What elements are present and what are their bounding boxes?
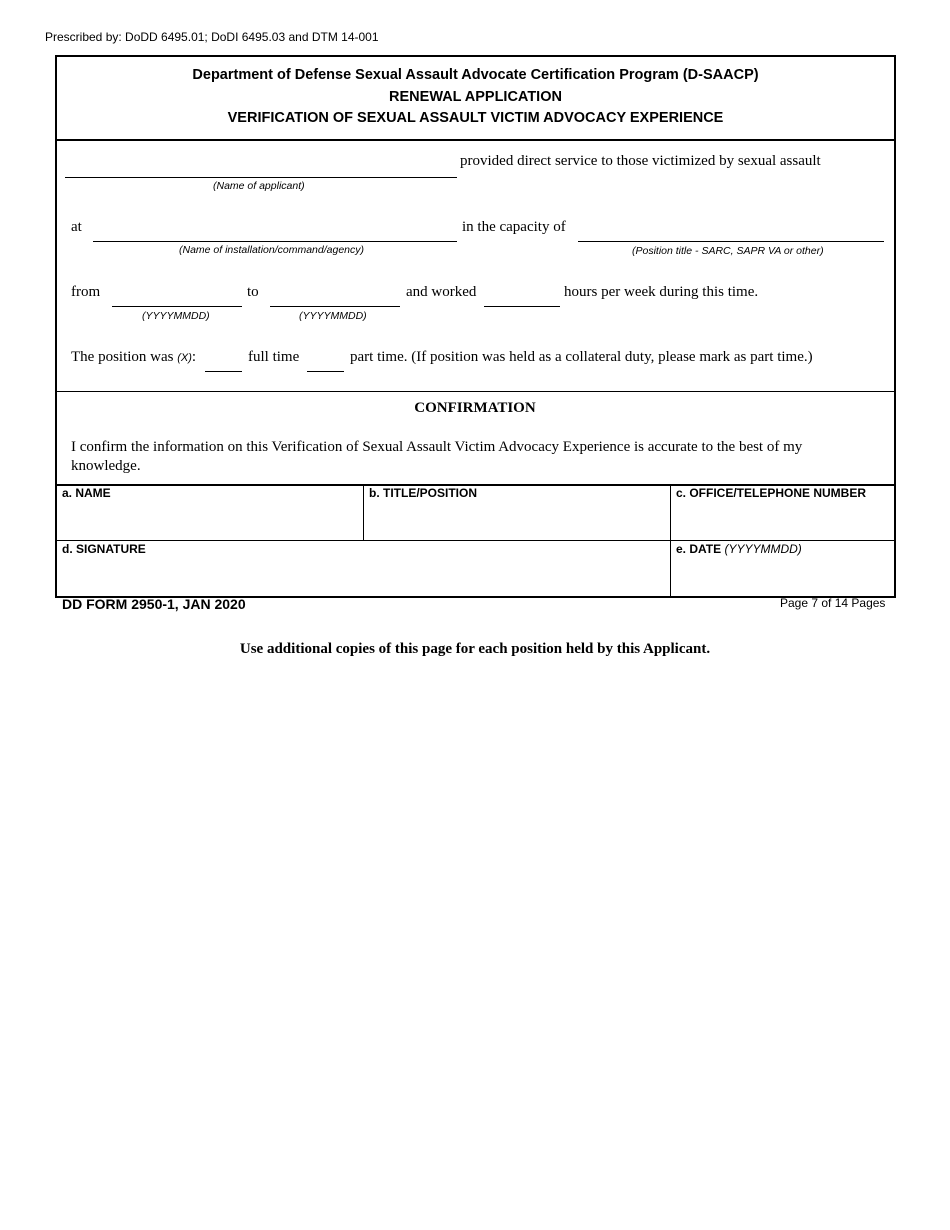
header-title: Department of Defense Sexual Assault Advocate Certification Program (D-SAACP) bbox=[192, 67, 759, 83]
confirmation-heading: CONFIRMATION bbox=[414, 400, 536, 416]
signature-table-middle bbox=[57, 540, 894, 541]
to-date-field[interactable] bbox=[270, 306, 400, 307]
position-title-caption: (Position title - SARC, SAPR VA or other) bbox=[632, 245, 824, 257]
signature-field-label: d. SIGNATURE bbox=[62, 542, 146, 556]
header-section-title: VERIFICATION OF SEXUAL ASSAULT VICTIM ADVOCACY EXPERIENCE bbox=[227, 110, 724, 126]
confirmation-divider bbox=[57, 391, 894, 392]
position-was-label bbox=[71, 349, 196, 366]
from-date-field[interactable] bbox=[112, 306, 242, 307]
worked-label: and worked bbox=[406, 284, 477, 300]
from-date-caption: (YYYYMMDD) bbox=[142, 310, 210, 322]
confirmation-text: I confirm the information on this Verification of Sexual Assault Victim Advocacy Experience is accurate to the best of my knowledge. bbox=[71, 439, 803, 474]
applicant-name-caption: (Name of applicant) bbox=[213, 180, 305, 192]
signature-input[interactable] bbox=[62, 558, 666, 592]
signature-date-input[interactable] bbox=[676, 558, 888, 592]
full-time-mark-field[interactable] bbox=[205, 371, 242, 372]
position-was-colon: : bbox=[191, 349, 197, 365]
part-time-label: part time. (If position was held as a collateral duty, please mark as part time.) bbox=[350, 349, 813, 365]
additional-copies-note: Use additional copies of this page for each position held by this Applicant. bbox=[239, 641, 711, 657]
confirm-title-input[interactable] bbox=[369, 502, 667, 538]
confirm-phone-input[interactable] bbox=[676, 502, 888, 538]
form-header bbox=[57, 57, 894, 139]
page-number: Page 7 of 14 Pages bbox=[780, 596, 886, 610]
title-field-label: b. TITLE/POSITION bbox=[369, 486, 477, 500]
hours-label: hours per week during this time. bbox=[564, 284, 759, 300]
header-divider bbox=[57, 139, 894, 141]
date-format-hint: (YYYYMMDD) bbox=[724, 542, 802, 556]
form-id: DD FORM 2950-1, JAN 2020 bbox=[62, 596, 246, 612]
capacity-label: in the capacity of bbox=[462, 219, 566, 235]
header-subtitle: RENEWAL APPLICATION bbox=[389, 88, 562, 105]
applicant-name-field[interactable] bbox=[65, 177, 457, 178]
from-label: from bbox=[71, 284, 101, 300]
col-divider-2 bbox=[670, 485, 671, 596]
at-label: at bbox=[71, 219, 82, 235]
confirm-name-input[interactable] bbox=[62, 502, 360, 538]
phone-field-label: c. OFFICE/TELEPHONE NUMBER bbox=[676, 486, 867, 500]
to-label: to bbox=[247, 284, 259, 300]
date-field-label bbox=[676, 542, 802, 556]
installation-field[interactable] bbox=[93, 241, 457, 242]
hours-field[interactable] bbox=[484, 306, 560, 307]
provided-service-text: provided direct service to those victimized by sexual assault bbox=[460, 153, 821, 169]
position-was-text: The position was bbox=[71, 349, 178, 365]
position-title-field[interactable] bbox=[578, 241, 884, 242]
col-divider-1 bbox=[363, 485, 364, 540]
date-label-text: e. DATE bbox=[676, 542, 725, 556]
prescribed-by: Prescribed by: DoDD 6495.01; DoDI 6495.03 and DTM 14-001 bbox=[45, 30, 379, 44]
name-field-label: a. NAME bbox=[62, 486, 111, 500]
part-time-mark-field[interactable] bbox=[307, 371, 344, 372]
x-mark-hint: (X) bbox=[177, 352, 192, 364]
full-time-label: full time bbox=[248, 349, 300, 365]
to-date-caption: (YYYYMMDD) bbox=[299, 310, 367, 322]
installation-caption: (Name of installation/command/agency) bbox=[179, 244, 365, 256]
